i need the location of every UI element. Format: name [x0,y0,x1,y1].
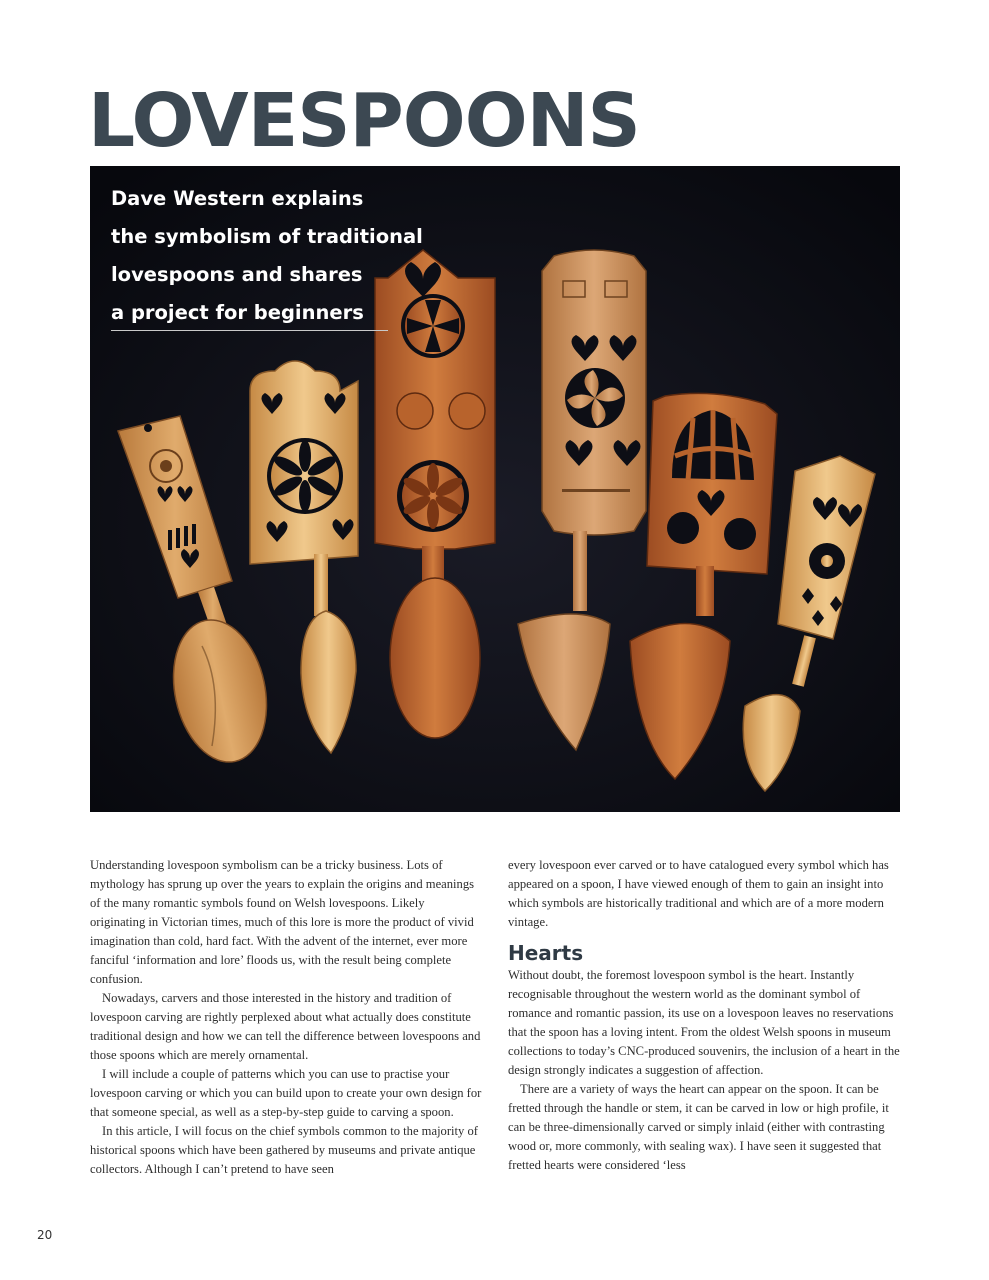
lovespoons-photo [90,166,900,812]
body-paragraph: Without doubt, the foremost lovespoon symbol is the heart. Instantly recognisable throughout the western world as the dominant symbol of romance and romantic passion, its use on a lovespoon leaves no reservations that the spoon has a loving intent. From the oldest Welsh spoons in museum collections to today’s CNC-produced souvenirs, the inclusion of a heart in the design strongly indicates a suggestion of affection. [508,968,900,1077]
body-paragraph: every lovespoon ever carved or to have catalogued every symbol which has appeared on a spoon, I have viewed enough of them to gain an insight into which symbols are historically traditional and which are of a more modern vintage. [508,858,889,929]
body-paragraph: Nowadays, carvers and those interested in the history and tradition of lovespoon carving are rightly perplexed about what actually does constitute traditional design and how we can tell the difference between lovespoons and those spoons which are merely ornamental. [90,991,481,1062]
standfirst [111,180,423,332]
left-column [90,856,482,1179]
standfirst-line: lovespoons and shares [111,263,363,286]
body-paragraph: Understanding lovespoon symbolism can be a tricky business. Lots of mythology has sprung up over the years to explain the origins and meanings of the many romantic symbols found on Welsh lovespoons. Likely originating in Victorian times, much of this lore is more the product of vivid imagination than cold, hard fact. With the advent of the internet, ever more fanciful ‘information and lore’ floods us, with the result being complete confusion. [90,858,475,986]
standfirst-line: Dave Western explains [111,187,364,210]
body-paragraph: I will include a couple of patterns which you can use to practise your lovespoon carving or which you can build upon to create your own design for that someone special, as well as a step-by-step guide to carving a spoon. [90,1067,482,1119]
standfirst-line: the symbolism of traditional [111,225,423,248]
standfirst-rule [111,330,388,331]
body-paragraph: There are a variety of ways the heart can appear on the spoon. It can be fretted through the handle or stem, it can be carved in low or high profile, it can be three-dimensionally carved or simply inlaid (either with contrasting wood or, more commonly, with sealing wax). I have seen it suggested that fretted hearts were considered ‘less [508,1082,889,1172]
standfirst-line: a project for beginners [111,301,364,324]
page-number: 20 [37,1228,53,1242]
right-column [508,856,900,1175]
body-paragraph: In this article, I will focus on the chief symbols common to the majority of historical spoons which have been gathered by museums and private antique collectors. Although I can’t pretend to have seen [90,1124,478,1176]
article-title: LOVESPOONS [88,78,640,164]
section-heading-hearts: Hearts [508,941,584,965]
